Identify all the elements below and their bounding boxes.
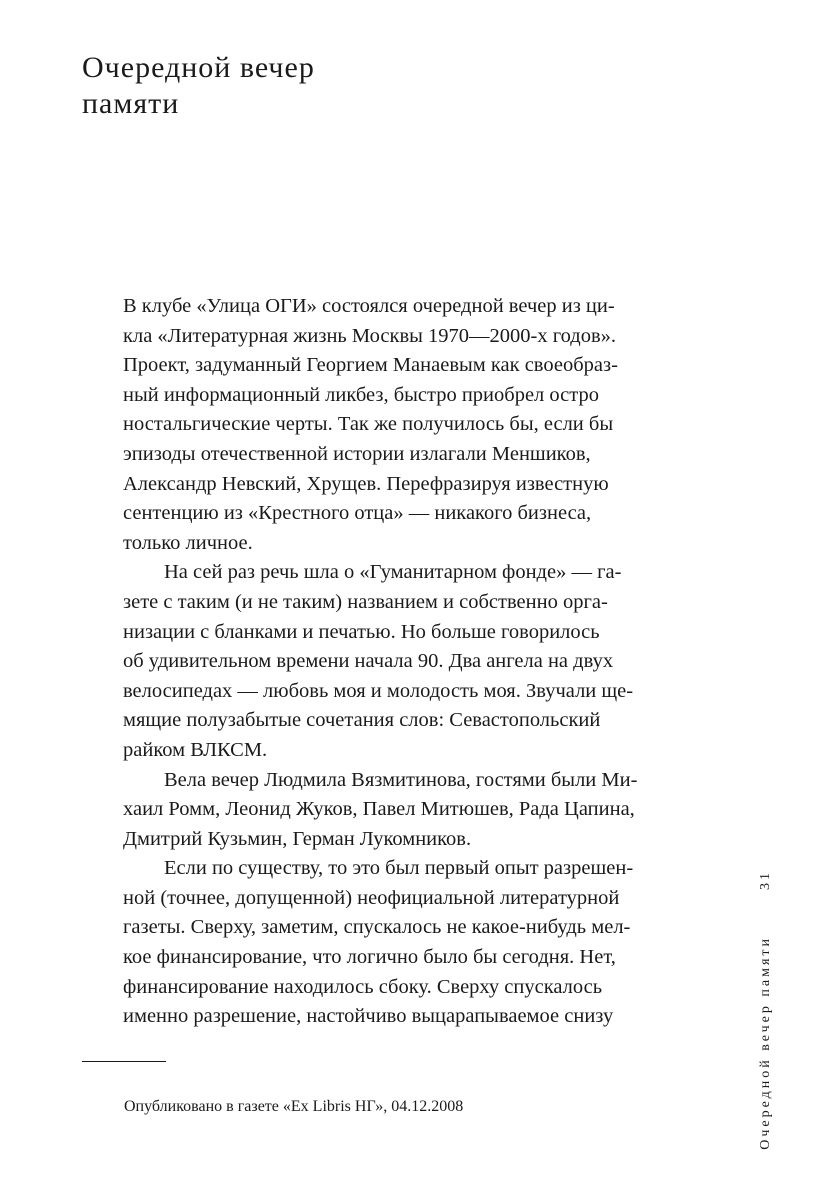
running-head — [753, 870, 779, 1150]
body-line: ностальгические черты. Так же получилось бы, если бы — [123, 413, 614, 436]
body-line: эпизоды отечественной истории излагали Меншиков, — [123, 442, 591, 465]
running-head-title: Очередной вечер памяти — [758, 936, 773, 1150]
body-line: именно разрешение, настойчиво выцарапываемое снизу — [123, 1005, 614, 1028]
body-line: Александр Невский, Хрущев. Перефразируя известную — [123, 472, 609, 495]
body-line: Дмитрий Кузьмин, Герман Лукомников. — [123, 827, 472, 850]
body-line: низации с бланками и печатью. Но больше говорилось — [123, 620, 600, 643]
page-number: 31 — [758, 870, 773, 890]
body-line: ный информационный ликбез, быстро приобрел остро — [123, 383, 599, 406]
body-line: сентенцию из «Крестного отца» — никакого бизнеса, — [123, 502, 592, 525]
article-body — [123, 292, 713, 1032]
body-line: зете с таким (и не таким) названием и собственно орга- — [123, 590, 608, 613]
body-line: Если по существу, то это был первый опыт разрешен- — [164, 857, 634, 880]
body-line: мящие полузабытые сочетания слов: Севастопольский — [123, 709, 601, 732]
title-line: памяти — [82, 87, 180, 120]
body-line: В клубе «Улица ОГИ» состоялся очередной вечер из ци- — [123, 295, 615, 317]
body-line: Проект, задуманный Георгием Манаевым как своеобраз- — [123, 354, 618, 377]
body-line: кое финансирование, что логично было бы сегодня. Нет, — [123, 946, 616, 969]
body-line: райком ВЛКСМ. — [123, 738, 268, 761]
body-line: финансирование находилось сбоку. Сверху спускалось — [123, 975, 603, 998]
body-line: На сей раз речь шла о «Гуманитарном фонде» — га- — [164, 561, 622, 584]
body-line: газеты. Сверху, заметим, спускалось не какое-нибудь мел- — [123, 916, 631, 939]
body-line: Вела вечер Людмила Вязмитинова, гостями были Ми- — [164, 768, 638, 791]
body-line: кла «Литературная жизнь Москвы 1970—2000-х годов». — [123, 324, 617, 347]
body-line: ной (точнее, допущенной) неофициальной литературной — [123, 886, 620, 909]
body-line: велосипедах — любовь моя и молодость моя. Звучали ще- — [123, 679, 634, 702]
body-line: хаил Ромм, Леонид Жуков, Павел Митюшев, Рада Цапина, — [123, 798, 635, 821]
body-line: только личное. — [123, 531, 253, 554]
footnote: Опубликовано в газете «Ex Libris НГ», 04.12.2008 — [124, 1098, 464, 1115]
page-title — [82, 50, 315, 122]
title-line: Очередной вечер — [82, 51, 315, 84]
footnote-divider — [82, 1061, 166, 1062]
body-line: об удивительном времени начала 90. Два ангела на двух — [123, 650, 614, 673]
